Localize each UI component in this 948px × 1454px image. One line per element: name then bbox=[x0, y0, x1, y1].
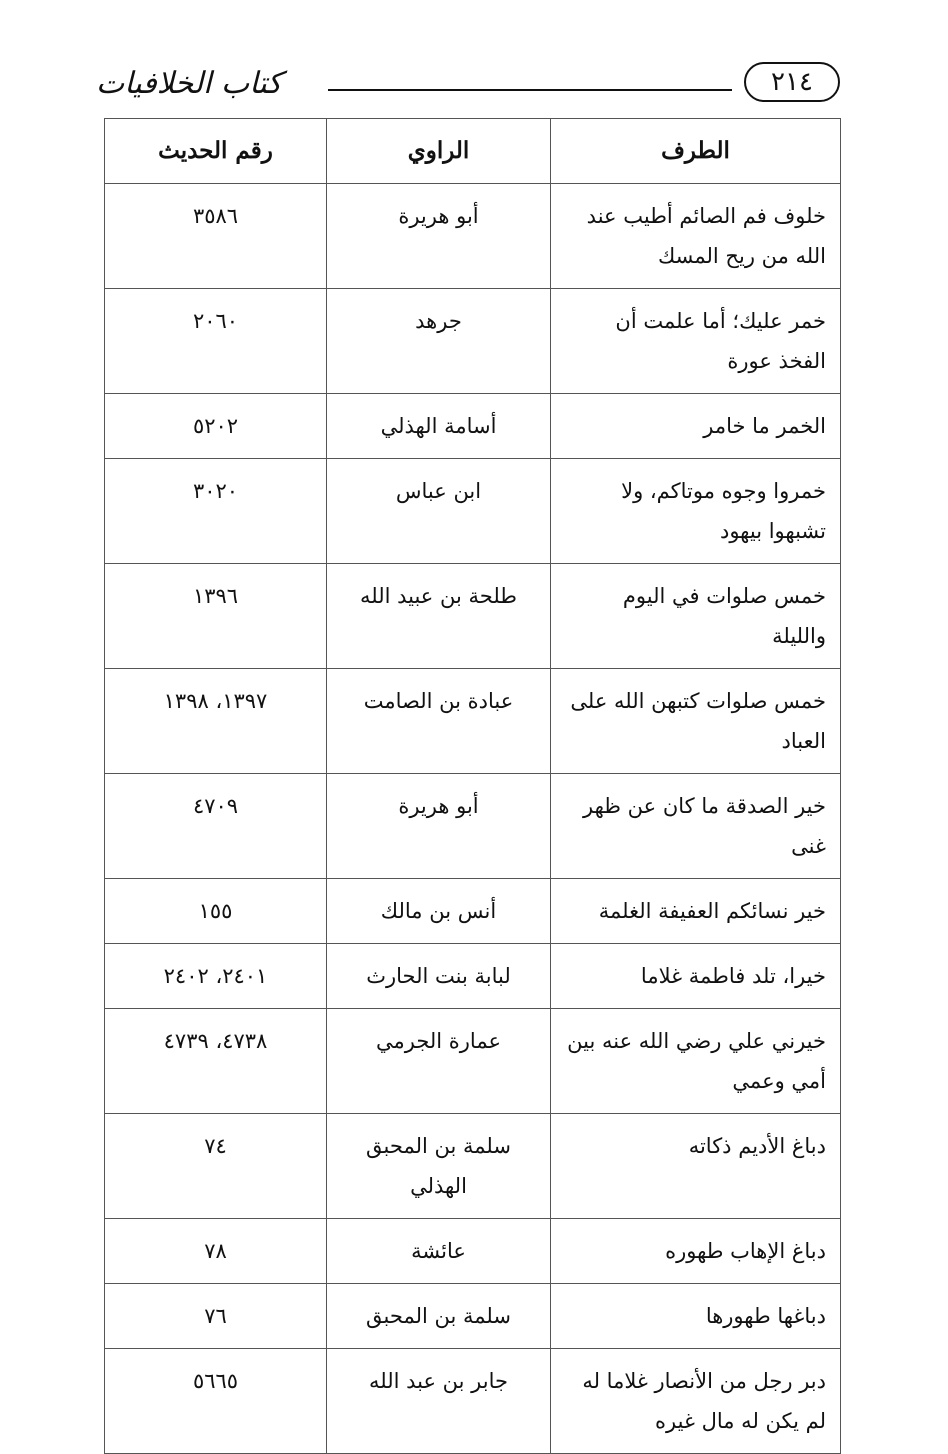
table-row bbox=[105, 289, 841, 394]
rawi-cell: جابر بن عبد الله bbox=[327, 1349, 551, 1454]
atraf-cell: خيرني علي رضي الله عنه بين أمي وعمي bbox=[551, 1009, 841, 1114]
hadith-number-cell: ٢٤٠١، ٢٤٠٢ bbox=[105, 944, 327, 1009]
hadith-number-cell: ١٣٩٦ bbox=[105, 564, 327, 669]
hadith-number-cell: ٧٨ bbox=[105, 1219, 327, 1284]
hadith-number-cell: ٤٧٠٩ bbox=[105, 774, 327, 879]
rawi-cell: سلمة بن المحبق الهذلي bbox=[327, 1114, 551, 1219]
atraf-cell: دباغها طهورها bbox=[551, 1284, 841, 1349]
rawi-cell: ابن عباس bbox=[327, 459, 551, 564]
rawi-cell: أبو هريرة bbox=[327, 774, 551, 879]
table-header-row bbox=[105, 119, 841, 184]
book-title: كتاب الخلافيات bbox=[96, 66, 282, 101]
hadith-number-cell: ٤٧٣٨، ٤٧٣٩ bbox=[105, 1009, 327, 1114]
atraf-cell: خمس صلوات كتبهن الله على العباد bbox=[551, 669, 841, 774]
rawi-cell: عمارة الجرمي bbox=[327, 1009, 551, 1114]
table-row bbox=[105, 1114, 841, 1219]
hadith-number-cell: ٥٦٦٥ bbox=[105, 1349, 327, 1454]
hadith-number-cell: ٧٤ bbox=[105, 1114, 327, 1219]
atraf-cell: دباغ الأديم ذكاته bbox=[551, 1114, 841, 1219]
rawi-cell: عبادة بن الصامت bbox=[327, 669, 551, 774]
column-header-rawi: الراوي bbox=[327, 119, 551, 184]
atraf-cell: دباغ الإهاب طهوره bbox=[551, 1219, 841, 1284]
hadith-number-cell: ٢٠٦٠ bbox=[105, 289, 327, 394]
page-number: ٢١٤ bbox=[744, 62, 840, 102]
page-header bbox=[96, 62, 840, 106]
atraf-cell: الخمر ما خامر bbox=[551, 394, 841, 459]
hadith-number-cell: ٧٦ bbox=[105, 1284, 327, 1349]
table-row bbox=[105, 944, 841, 1009]
rawi-cell: طلحة بن عبيد الله bbox=[327, 564, 551, 669]
atraf-cell: خيرا، تلد فاطمة غلاما bbox=[551, 944, 841, 1009]
table-row bbox=[105, 459, 841, 564]
rawi-cell: أنس بن مالك bbox=[327, 879, 551, 944]
table-row bbox=[105, 564, 841, 669]
table-row bbox=[105, 1219, 841, 1284]
table-body bbox=[105, 184, 841, 1454]
column-header-atraf: الطرف bbox=[551, 119, 841, 184]
table-row bbox=[105, 879, 841, 944]
rawi-cell: سلمة بن المحبق bbox=[327, 1284, 551, 1349]
hadith-number-cell: ٣٠٢٠ bbox=[105, 459, 327, 564]
atraf-cell: خير نسائكم العفيفة الغلمة bbox=[551, 879, 841, 944]
atraf-cell: خمس صلوات في اليوم والليلة bbox=[551, 564, 841, 669]
table-row bbox=[105, 1284, 841, 1349]
rawi-cell: أسامة الهذلي bbox=[327, 394, 551, 459]
rawi-cell: عائشة bbox=[327, 1219, 551, 1284]
hadith-index-table bbox=[104, 118, 841, 1454]
table-row bbox=[105, 184, 841, 289]
table-row bbox=[105, 394, 841, 459]
hadith-number-cell: ٣٥٨٦ bbox=[105, 184, 327, 289]
column-header-hadith-number: رقم الحديث bbox=[105, 119, 327, 184]
table-row bbox=[105, 669, 841, 774]
table-row bbox=[105, 774, 841, 879]
hadith-number-cell: ٥٢٠٢ bbox=[105, 394, 327, 459]
atraf-cell: خلوف فم الصائم أطيب عند الله من ريح المسك bbox=[551, 184, 841, 289]
index-table-container bbox=[104, 118, 840, 1454]
atraf-cell: خمروا وجوه موتاكم، ولا تشبهوا بيهود bbox=[551, 459, 841, 564]
rawi-cell: لبابة بنت الحارث bbox=[327, 944, 551, 1009]
rawi-cell: أبو هريرة bbox=[327, 184, 551, 289]
atraf-cell: خير الصدقة ما كان عن ظهر غنى bbox=[551, 774, 841, 879]
atraf-cell: خمر عليك؛ أما علمت أن الفخذ عورة bbox=[551, 289, 841, 394]
atraf-cell: دبر رجل من الأنصار غلاما له لم يكن له مال غيره bbox=[551, 1349, 841, 1454]
hadith-number-cell: ١٣٩٧، ١٣٩٨ bbox=[105, 669, 327, 774]
table-row bbox=[105, 1349, 841, 1454]
hadith-number-cell: ١٥٥ bbox=[105, 879, 327, 944]
table-row bbox=[105, 1009, 841, 1114]
header-rule bbox=[328, 89, 732, 91]
rawi-cell: جرهد bbox=[327, 289, 551, 394]
